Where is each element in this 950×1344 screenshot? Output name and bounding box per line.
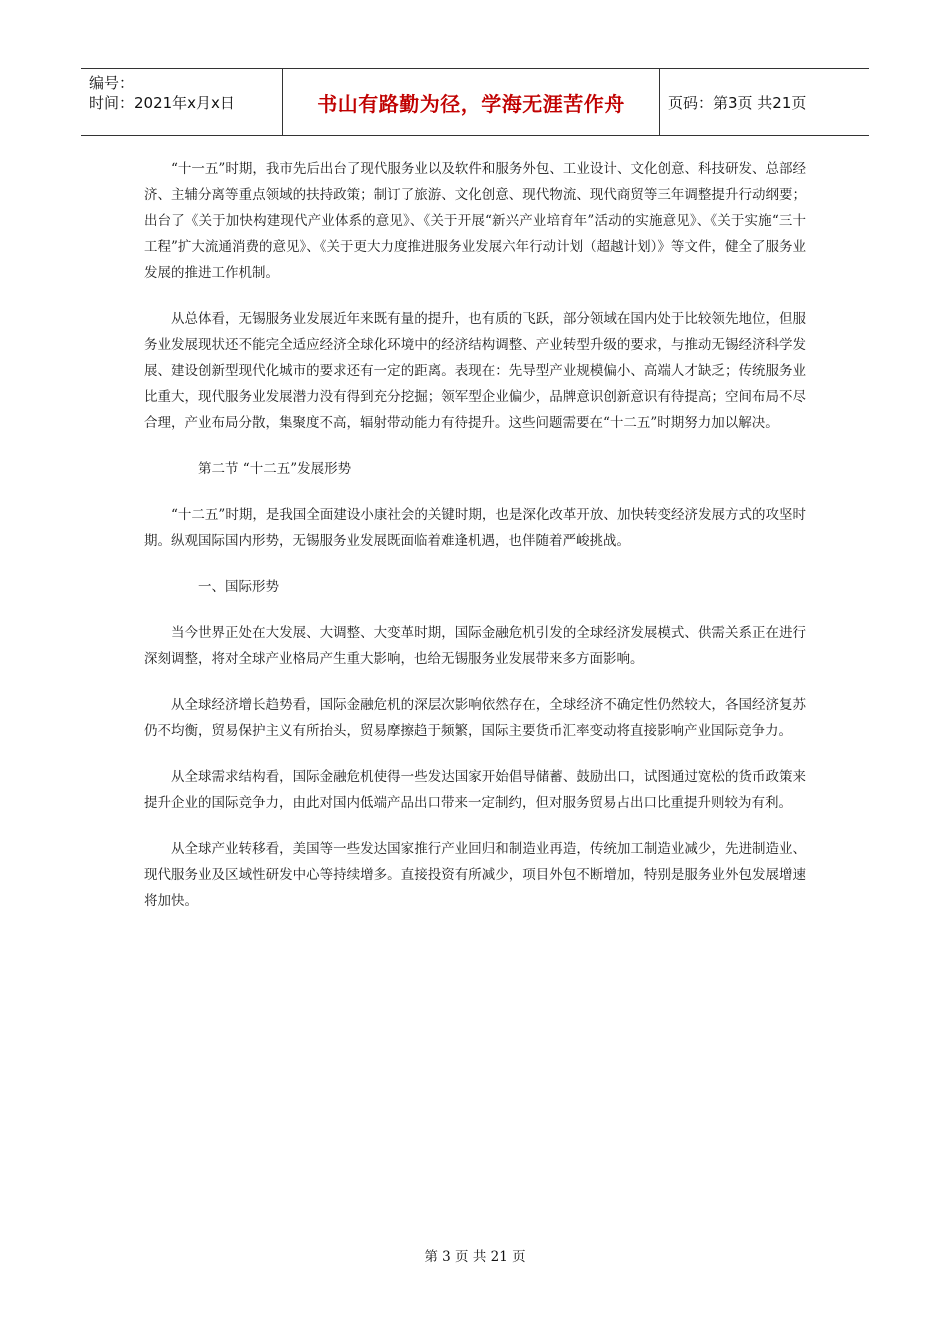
paragraph-industry-transfer: 从全球产业转移看，美国等一些发达国家推行产业回归和制造业再造，传统加工制造业减少，先进制造业、现代服务业及区域性研发中心等持续增多。直接投资有所减少，项目外包不断增加，特别是服务业外包发展增速将加快。 <box>144 841 806 909</box>
section-title: 第二节 “十二五”发展形势 <box>198 461 352 477</box>
paragraph-world-situation: 当今世界正处在大发展、大调整、大变革时期，国际金融危机引发的全球经济发展模式、供需关系正在进行深刻调整，将对全球产业格局产生重大影响，也给无锡服务业发展带来多方面影响。 <box>144 625 806 667</box>
page-footer: 第 3 页 共 21 页 <box>424 1249 526 1265</box>
document-header <box>81 68 869 136</box>
paragraph-situation: “十二五”时期，是我国全面建设小康社会的关键时期，也是深化改革开放、加快转变经济发展方式的攻坚时期。纵观国际国内形势，无锡服务业发展既面临着难逢机遇，也伴随着严峻挑战。 <box>144 507 806 549</box>
date-label: 时间：2021年x月x日 <box>89 94 235 112</box>
paragraph-policies: “十一五”时期，我市先后出台了现代服务业以及软件和服务外包、工业设计、文化创意、科技研发、总部经济、主辅分离等重点领域的扶持政策；制订了旅游、文化创意、现代物流、现代商贸等三年调整提升行动纲要；出台了《关于加快构建现代产业体系的意见》、《关于开展“新兴产业培育年”活动的实施意见》、《关于实施“三十工程”扩大流通消费的意见》、《关于更大力度推进服务业发展六年行动计划（超越计划）》等文件，健全了服务业发展的推进工作机制。 <box>144 161 806 281</box>
paragraph-growth-trend: 从全球经济增长趋势看，国际金融危机的深层次影响依然存在，全球经济不确定性仍然较大，各国经济复苏仍不均衡，贸易保护主义有所抬头，贸易摩擦趋于频繁，国际主要货币汇率变动将直接影响产业国际竞争力。 <box>144 697 806 739</box>
paragraph-demand-structure: 从全球需求结构看，国际金融危机使得一些发达国家开始倡导储蓄、鼓励出口，试图通过宽松的货币政策来提升企业的国际竞争力，由此对国内低端产品出口带来一定制约，但对服务贸易占出口比重提升则较为有利。 <box>144 769 806 811</box>
document-body <box>144 156 806 934</box>
serial-number-label: 编号： <box>89 74 135 92</box>
paragraph-overview: 从总体看，无锡服务业发展近年来既有量的提升，也有质的飞跃，部分领域在国内处于比较领先地位，但服务业发展现状还不能完全适应经济全球化环境中的经济结构调整、产业转型升级的要求，与推动无锡经济科学发展、建设创新型现代化城市的要求还有一定的距离。表现在：先导型产业规模偏小、高端人才缺乏；传统服务业比重大，现代服务业发展潜力没有得到充分挖掘；领军型企业偏少，品牌意识创新意识有待提高；空间布局不尽合理，产业布局分散，集聚度不高，辐射带动能力有待提升。这些问题需要在“十二五”时期努力加以解决。 <box>144 311 806 431</box>
subsection-title: 一、国际形势 <box>198 579 279 595</box>
header-page-info: 页码：第3页 共21页 <box>668 93 807 112</box>
header-meta <box>81 69 283 135</box>
header-motto: 书山有路勤为径，学海无涯苦作舟 <box>283 69 660 135</box>
